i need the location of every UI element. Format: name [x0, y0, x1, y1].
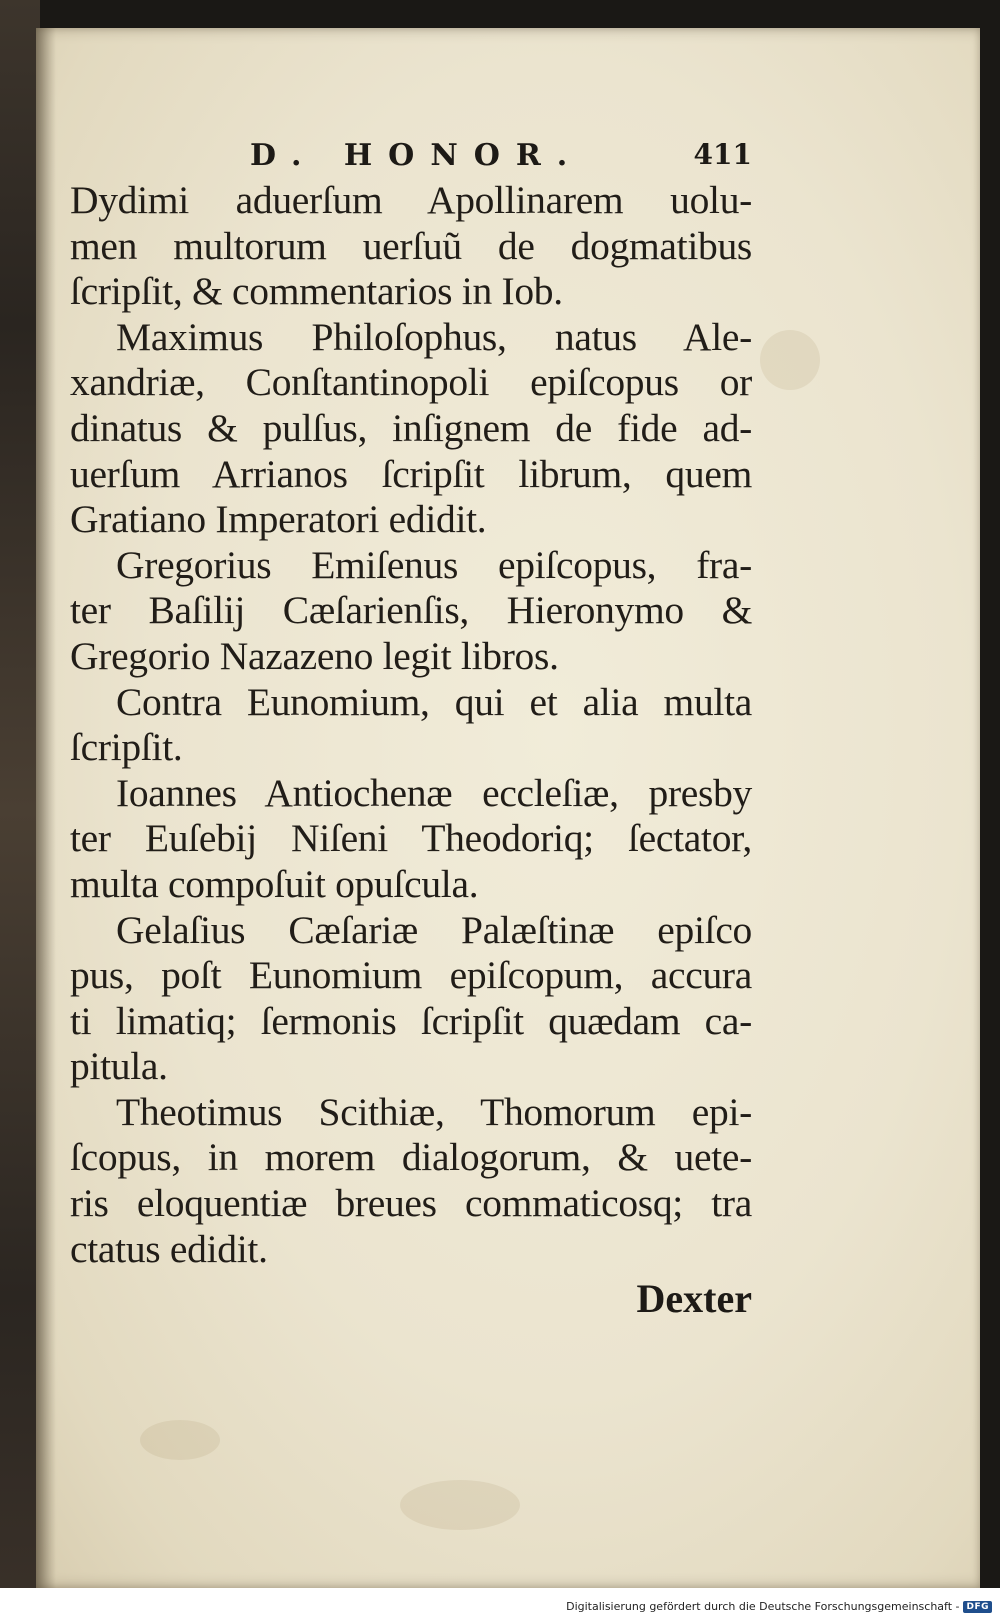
text-line: Gratiano Imperatori edidit.: [70, 497, 487, 542]
text-line: Dydimi aduerſum Apollinarem uolu-: [70, 178, 752, 222]
text-line: Ioannes Antiochenæ eccleſiæ, presby: [116, 770, 752, 815]
catchword: Dexter: [636, 1276, 752, 1321]
text-line: men multorum uerſuũ de dogmatibus: [70, 223, 752, 268]
text-line: ter Baſilij Cæſarienſis, Hieronymo &: [70, 588, 752, 633]
text-line: Gelaſius Cæſariæ Palæſtinæ epiſco: [116, 907, 752, 952]
text-line: ſcripſit.: [70, 725, 183, 770]
gutter-shadow: [36, 28, 56, 1588]
text-line: ti limatiq; ſermonis ſcripſit quædam ca-: [70, 998, 752, 1043]
text-line: Gregorio Nazazeno legit libros.: [70, 633, 559, 678]
text-line: uerſum Arrianos ſcripſit librum, quem: [70, 451, 752, 496]
body-text: [70, 178, 752, 1272]
paper-stain: [760, 330, 820, 390]
text-line: ctatus edidit.: [70, 1226, 268, 1271]
dfg-logo: DFG: [963, 1601, 992, 1613]
digitization-credit: [566, 1600, 992, 1613]
paper-stain: [140, 1420, 220, 1460]
text-line: pitula.: [70, 1044, 168, 1089]
credit-text: Digitalisierung gefördert durch die Deutsche Forschungsgemeinschaft -: [566, 1600, 960, 1613]
text-line: xandriæ, Conſtantinopoli epiſcopus or: [70, 360, 752, 405]
text-line: ſcopus, in morem dialogorum, & uete-: [70, 1135, 752, 1180]
text-line: Contra Eunomium, qui et alia multa: [116, 679, 752, 724]
text-line: Maximus Philoſophus, natus Ale-: [116, 314, 752, 359]
text-line: Gregorius Emiſenus epiſcopus, fra-: [116, 542, 752, 587]
text-line: dinatus & pulſus, inſignem de fide ad-: [70, 405, 752, 450]
page-number: 411: [693, 138, 752, 171]
book-binding-edge: [0, 0, 40, 1620]
text-line: multa compoſuit opuſcula.: [70, 861, 479, 906]
page-header: [70, 138, 752, 178]
text-line: Theotimus Scithiæ, Thomorum epi-: [116, 1089, 752, 1134]
running-head: D. HONOR.: [250, 138, 584, 173]
paper-stain: [400, 1480, 520, 1530]
text-line: ſcripſit, & commentarios in Iob.: [70, 269, 563, 314]
text-line: pus, poſt Eunomium epiſcopum, accura: [70, 953, 752, 998]
text-line: ter Euſebij Niſeni Theodoriq; ſectator,: [70, 816, 752, 861]
text-line: ris eloquentiæ breues commaticosq; tra: [70, 1181, 752, 1226]
